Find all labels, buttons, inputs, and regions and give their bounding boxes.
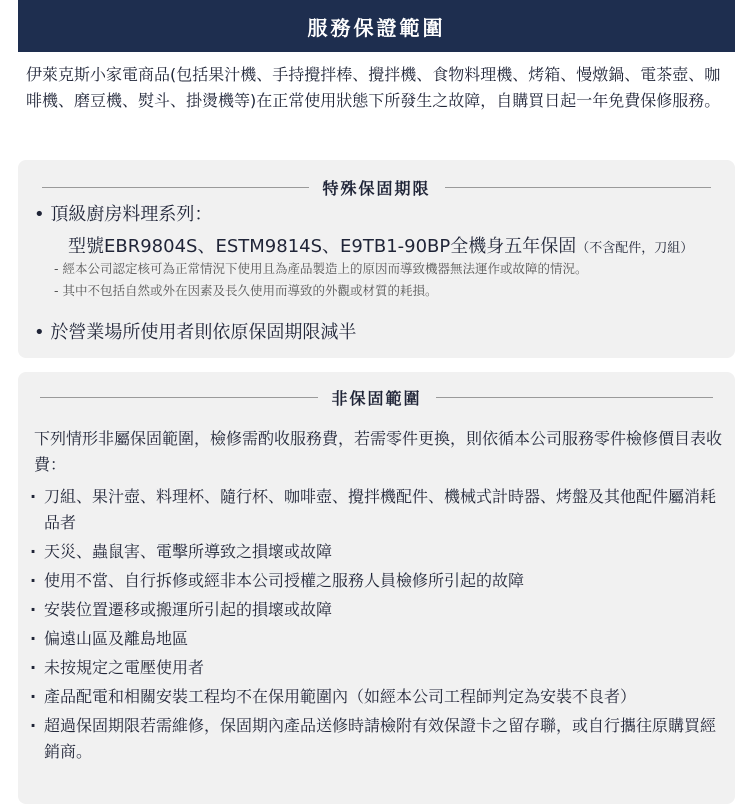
list-item: · 超過保固期限若需維修，保固期內產品送修時請檢附有效保證卡之留存聯，或自行攜往原購買經銷商。	[30, 713, 730, 765]
model-warranty-note: （不含配件，刀組）	[576, 241, 694, 256]
divider	[40, 397, 318, 398]
special-warranty-section	[18, 160, 735, 358]
non-warranty-section	[18, 372, 735, 804]
special-warranty-heading-row	[18, 176, 735, 199]
warranty-note-1: - 經本公司認定核可為正常情況下使用且為產品製造上的原因而導致機器無法運作或故障的情況。	[54, 261, 588, 276]
page-title-bar	[18, 0, 735, 52]
list-item: · 使用不當、自行拆修或經非本公司授權之服務人員檢修所引起的故障	[30, 568, 730, 594]
business-use-bullet: • 於營業場所使用者則依原保固期限減半	[34, 322, 357, 343]
list-item: · 偏遠山區及離島地區	[30, 626, 730, 652]
list-item: · 未按規定之電壓使用者	[30, 655, 730, 681]
non-warranty-heading: 非保固範圍	[331, 389, 422, 408]
divider	[445, 187, 712, 188]
special-warranty-heading: 特殊保固期限	[322, 179, 431, 198]
list-item: · 安裝位置遷移或搬運所引起的損壞或故障	[30, 597, 730, 623]
model-warranty-text: 型號EBR9804S、ESTM9814S、E9TB1-90BP全機身五年保固	[68, 236, 577, 257]
divider	[436, 397, 714, 398]
divider	[42, 187, 309, 188]
premium-series-bullet: • 頂級廚房料理系列：	[34, 204, 213, 225]
list-item: · 天災、蟲鼠害、電擊所導致之損壞或故障	[30, 539, 730, 565]
non-warranty-heading-row	[18, 386, 735, 409]
non-warranty-intro: 下列情形非屬保固範圍，檢修需酌收服務費，若需零件更換，則依循本公司服務零件檢修價目表收費：	[34, 429, 723, 474]
warranty-note-2: - 其中不包括自然或外在因素及長久使用而導致的外觀或材質的耗損。	[54, 283, 438, 298]
model-warranty-line	[68, 234, 693, 262]
list-item: · 刀組、果汁壺、料理杯、隨行杯、咖啡壺、攪拌機配件、機械式計時器、烤盤及其他配件屬消耗品者	[30, 484, 730, 536]
list-item: · 產品配電和相關安裝工程均不在保用範圍內（如經本公司工程師判定為安裝不良者）	[30, 684, 730, 710]
page-title: 服務保證範圍	[307, 15, 446, 40]
intro-paragraph: 伊萊克斯小家電商品(包括果汁機、手持攪拌棒、攪拌機、食物料理機、烤箱、慢燉鍋、電茶壺、咖啡機、磨豆機、熨斗、掛燙機等)在正常使用狀態下所發生之故障，自購買日起一年免費保修服務。	[26, 65, 721, 110]
non-warranty-list	[30, 484, 730, 768]
